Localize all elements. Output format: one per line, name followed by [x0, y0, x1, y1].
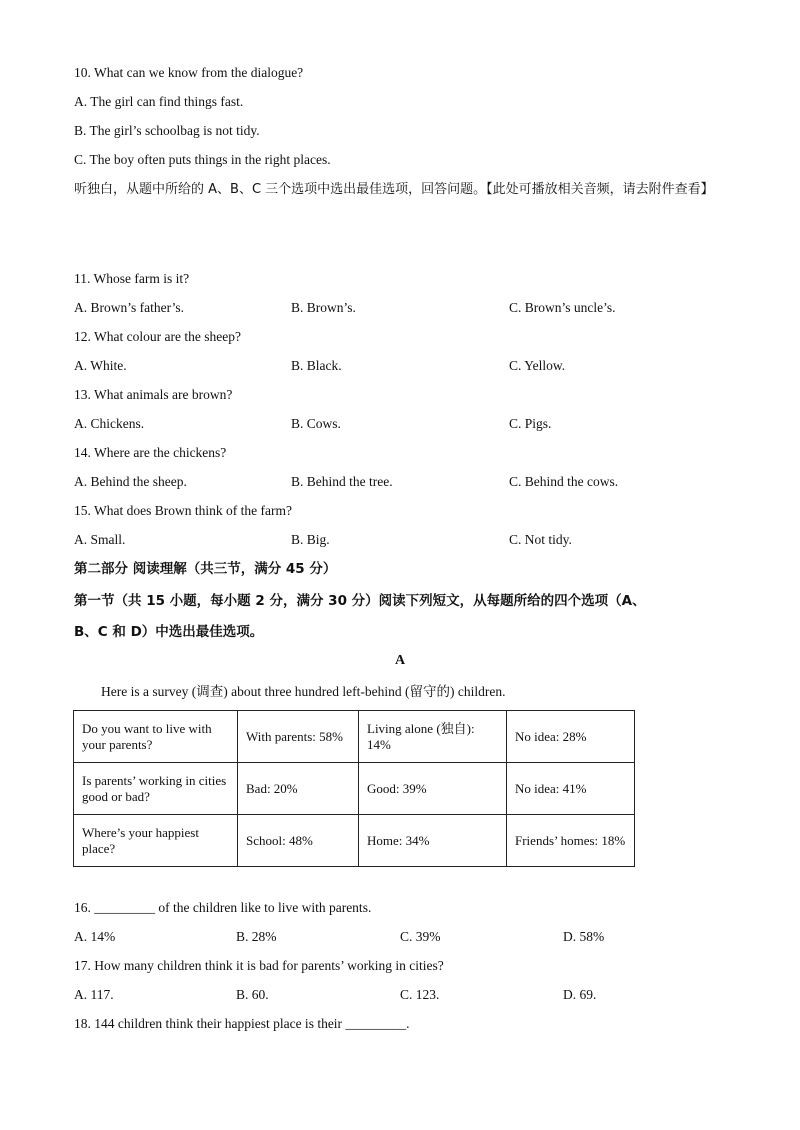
section1-instruction-line2: B、C 和 D）中选出最佳选项。 — [74, 624, 264, 640]
question-15-option-c: C. Not tidy. — [509, 532, 572, 547]
question-15-stem: 15. What does Brown think of the farm? — [74, 503, 292, 518]
table-cell: Where’s your happiest place? — [74, 815, 238, 867]
section1-instruction-line1: 第一节（共 15 小题，每小题 2 分，满分 30 分）阅读下列短文，从每题所给的四个选项（A、 — [74, 593, 646, 609]
question-14-stem: 14. Where are the chickens? — [74, 445, 227, 460]
table-row — [74, 763, 635, 815]
table-row — [74, 711, 635, 763]
question-16-option-b: B. 28% — [236, 929, 277, 944]
question-12-stem: 12. What colour are the sheep? — [74, 329, 241, 344]
table-cell: Do you want to live with your parents? — [74, 711, 238, 763]
question-17-stem: 17. How many children think it is bad for parents’ working in cities? — [74, 958, 444, 973]
question-11-stem: 11. Whose farm is it? — [74, 271, 190, 286]
passage-letter: A — [394, 653, 406, 668]
question-12-option-a: A. White. — [74, 358, 127, 373]
question-12-option-b: B. Black. — [291, 358, 342, 373]
table-cell: Good: 39% — [359, 763, 507, 815]
table-cell: No idea: 28% — [507, 711, 635, 763]
question-15-option-a: A. Small. — [74, 532, 126, 547]
question-17-option-b: B. 60. — [236, 987, 269, 1002]
question-10-option-c: C. The boy often puts things in the right places. — [74, 152, 331, 167]
table-cell: With parents: 58% — [238, 711, 359, 763]
question-16-option-a: A. 14% — [74, 929, 116, 944]
question-12-option-c: C. Yellow. — [509, 358, 566, 373]
table-cell: Living alone (独自): 14% — [359, 711, 507, 763]
question-11-option-c: C. Brown’s uncle’s. — [509, 300, 616, 315]
question-14-option-c: C. Behind the cows. — [509, 474, 619, 489]
table-cell: Is parents’ working in cities good or bad? — [74, 763, 238, 815]
question-13-option-a: A. Chickens. — [74, 416, 145, 431]
table-cell: School: 48% — [238, 815, 359, 867]
table-cell: Bad: 20% — [238, 763, 359, 815]
question-11-option-a: A. Brown’s father’s. — [74, 300, 184, 315]
question-10-stem: 10. What can we know from the dialogue? — [74, 65, 304, 80]
question-16-option-d: D. 58% — [563, 929, 605, 944]
question-13-option-c: C. Pigs. — [509, 416, 552, 431]
question-17-option-d: D. 69. — [563, 987, 597, 1002]
question-17-option-a: A. 117. — [74, 987, 114, 1002]
table-cell: Home: 34% — [359, 815, 507, 867]
part2-heading: 第二部分 阅读理解（共三节，满分 45 分） — [74, 561, 337, 577]
question-13-stem: 13. What animals are brown? — [74, 387, 233, 402]
survey-table — [73, 710, 635, 867]
table-row — [74, 815, 635, 867]
passage-intro: Here is a survey (调查) about three hundred left-behind (留守的) children. — [101, 684, 506, 699]
question-16-stem: 16. _________ of the children like to live with parents. — [74, 900, 372, 915]
question-14-option-a: A. Behind the sheep. — [74, 474, 187, 489]
question-14-option-b: B. Behind the tree. — [291, 474, 393, 489]
question-17-option-c: C. 123. — [400, 987, 440, 1002]
question-10-option-b: B. The girl’s schoolbag is not tidy. — [74, 123, 260, 138]
question-16-option-c: C. 39% — [400, 929, 441, 944]
question-11-option-b: B. Brown’s. — [291, 300, 356, 315]
question-10-option-a: A. The girl can find things fast. — [74, 94, 244, 109]
table-cell: Friends’ homes: 18% — [507, 815, 635, 867]
listening-instruction: 听独白，从题中所给的 A、B、C 三个选项中选出最佳选项，回答问题。【此处可播放相关音频，请去附件查看】 — [74, 182, 714, 197]
question-18-stem: 18. 144 children think their happiest place is their _________. — [74, 1016, 410, 1031]
table-cell: No idea: 41% — [507, 763, 635, 815]
question-13-option-b: B. Cows. — [291, 416, 341, 431]
question-15-option-b: B. Big. — [291, 532, 330, 547]
